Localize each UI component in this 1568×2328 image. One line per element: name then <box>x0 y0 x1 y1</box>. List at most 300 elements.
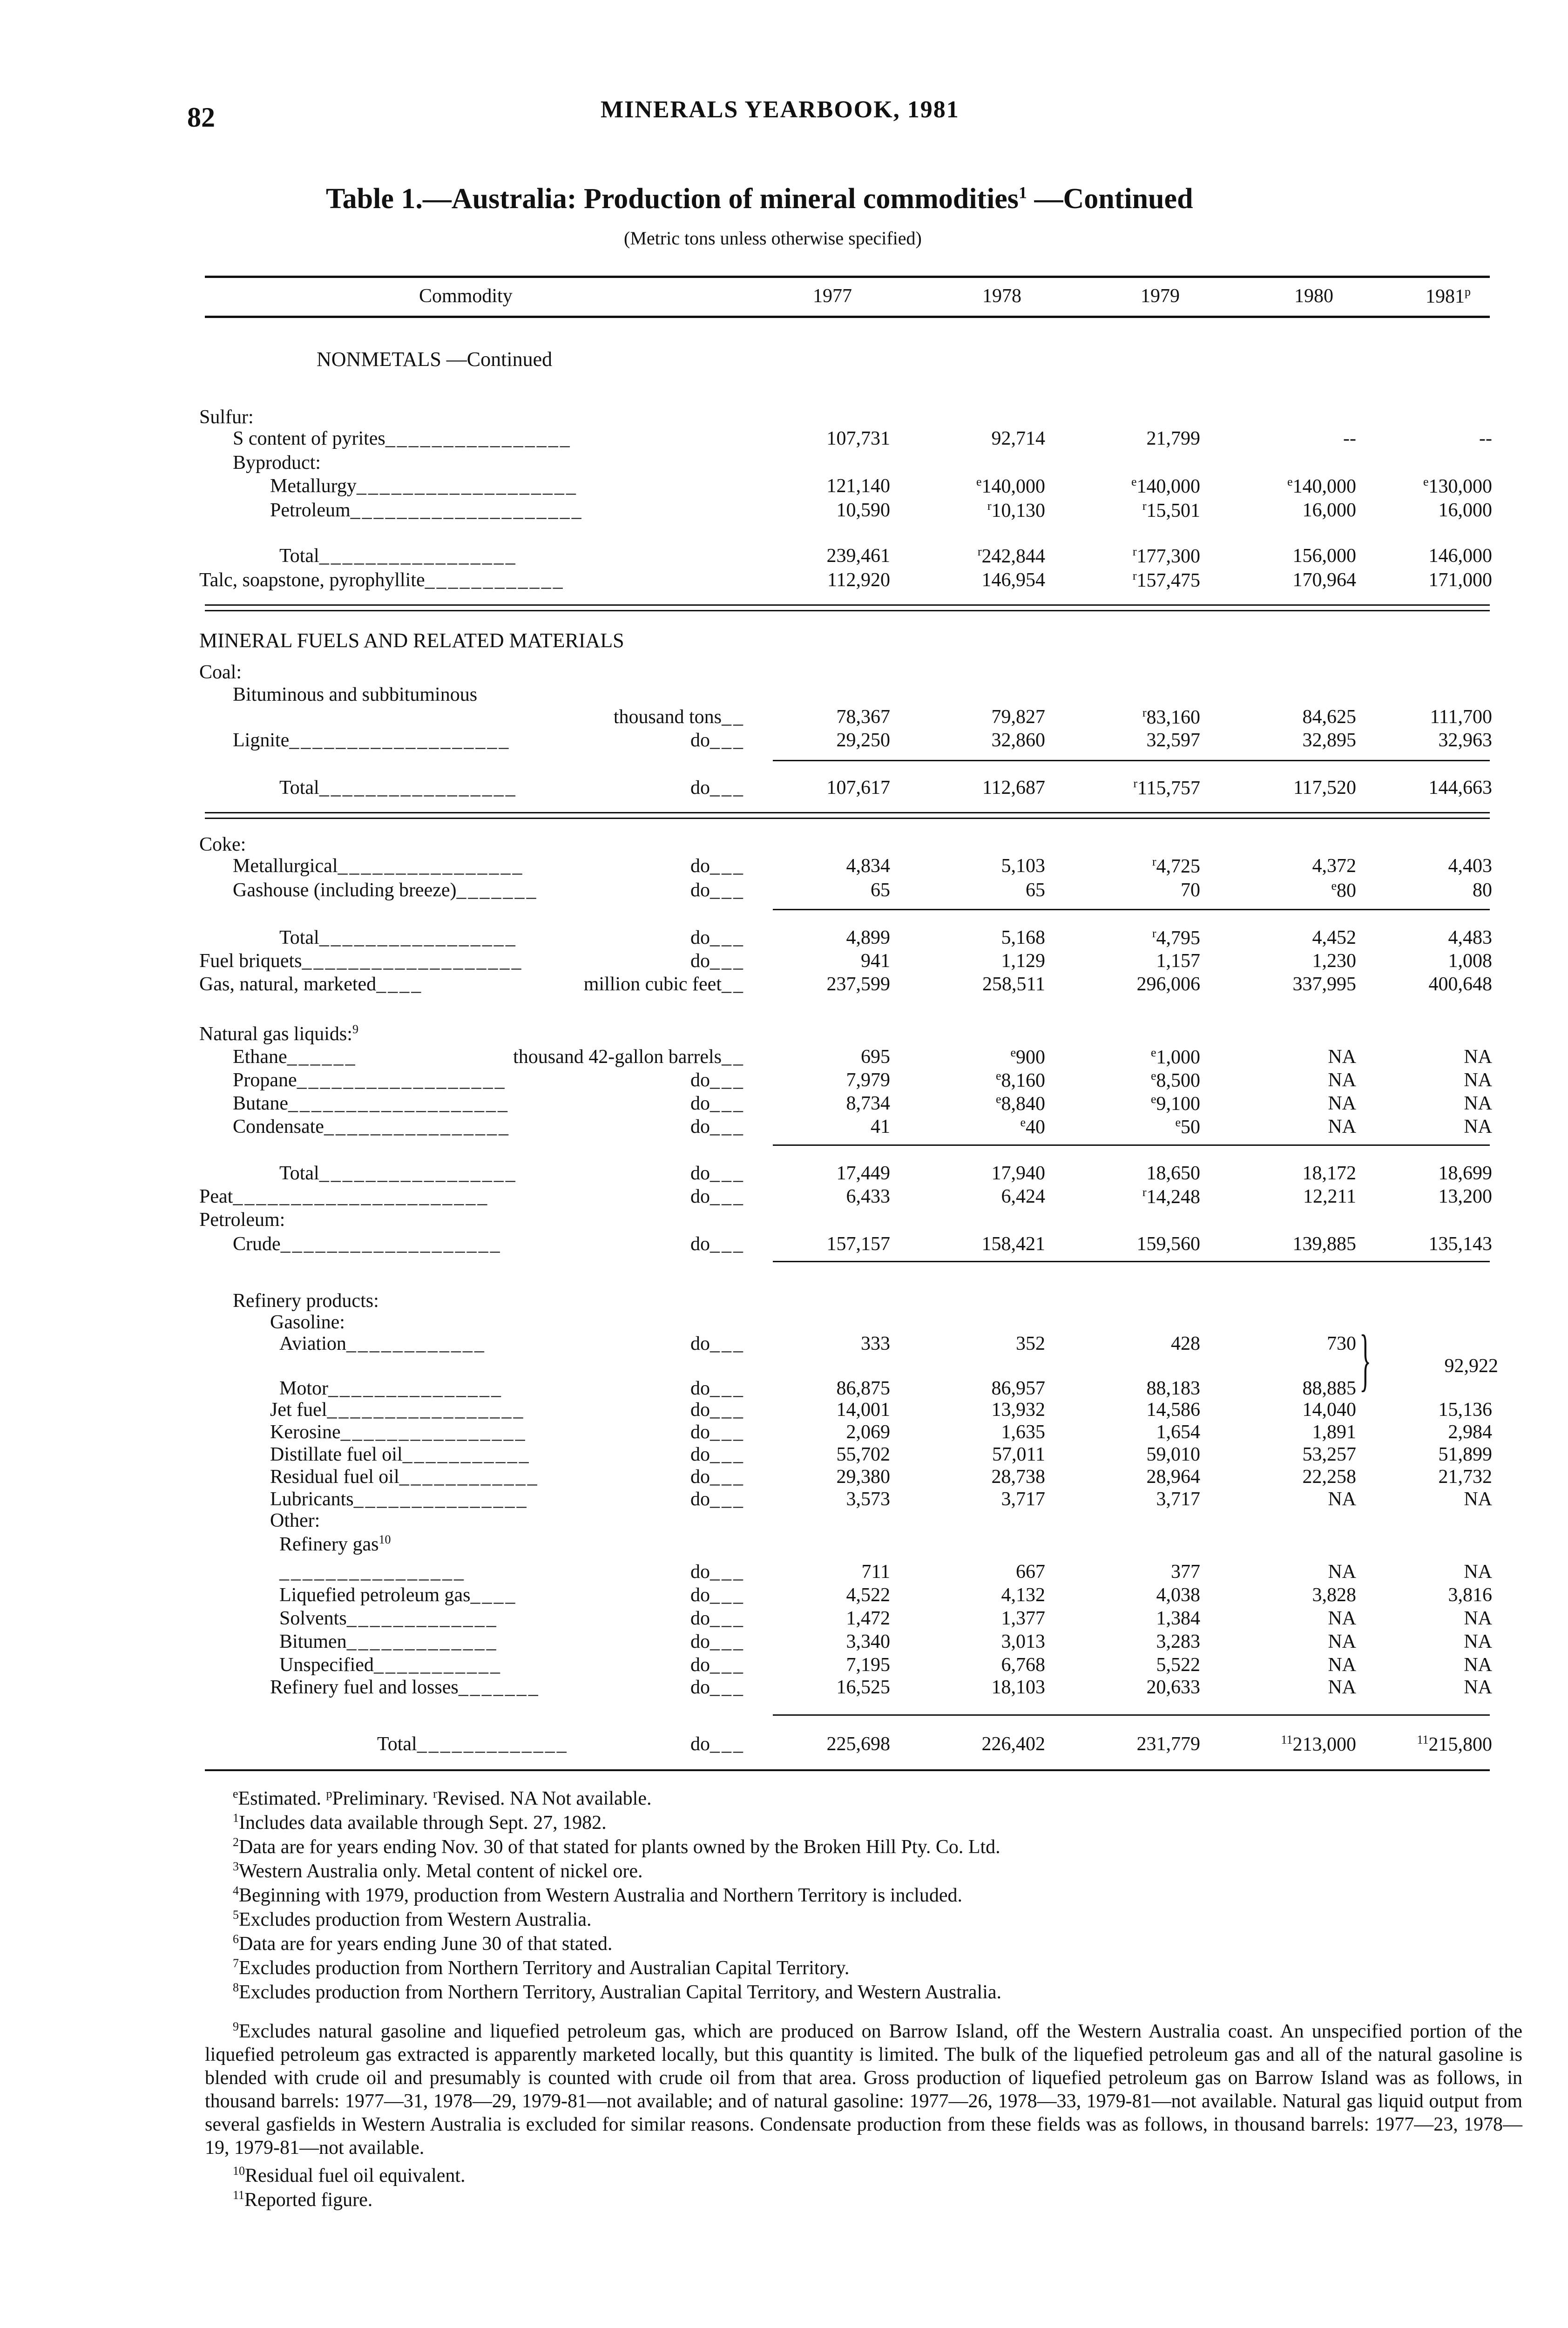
footnote-line <box>233 1811 607 1834</box>
leader-dots: _______________ <box>353 1489 528 1510</box>
value-text: 2,069 <box>846 1421 890 1443</box>
row-label-text: Condensate <box>233 1116 324 1137</box>
value-text: NA <box>1328 1489 1356 1510</box>
row-value <box>906 475 1045 498</box>
row-value <box>1061 1233 1200 1255</box>
leader-dots: _______ <box>456 880 538 901</box>
footnote-text: Includes data available through Sept. 27, 1982. <box>239 1812 607 1834</box>
row-value <box>1217 1488 1356 1510</box>
row-value <box>1061 1162 1200 1184</box>
row-unit <box>690 729 745 751</box>
row-label <box>233 452 321 474</box>
value-text: 21,799 <box>1146 428 1200 449</box>
row-unit <box>690 1185 745 1208</box>
row-label <box>270 1311 345 1333</box>
value-text: 8,500 <box>1156 1070 1200 1091</box>
row-value <box>1352 1443 1492 1466</box>
value-text: 14,248 <box>1146 1186 1200 1208</box>
value-text: 65 <box>1026 880 1045 901</box>
leader-dots: __ <box>722 974 745 995</box>
footnote-line <box>233 1835 1000 1858</box>
value-text: 3,573 <box>846 1489 890 1510</box>
value-text: NA <box>1464 1677 1492 1698</box>
row-value <box>1217 1046 1356 1068</box>
row-label-text: Metallurgical <box>233 855 338 877</box>
row-value <box>1217 499 1356 521</box>
leader-dots: ___ <box>710 855 745 877</box>
value-text: 1,891 <box>1312 1421 1356 1443</box>
row-value <box>906 1116 1045 1138</box>
value-text: 158,421 <box>981 1233 1045 1255</box>
row-unit-text: do <box>690 950 710 972</box>
value-text: 51,899 <box>1438 1444 1492 1465</box>
value-text: NA <box>1464 1561 1492 1583</box>
row-label <box>279 1162 517 1184</box>
row-value <box>1061 1046 1200 1069</box>
footnote-mark: 2 <box>233 1835 239 1849</box>
value-text: 9,100 <box>1156 1093 1200 1115</box>
row-value <box>1061 927 1200 949</box>
row-label <box>199 406 254 428</box>
row-value <box>1217 1421 1356 1443</box>
row-unit-text: do <box>690 1116 710 1137</box>
row-label-text: Petroleum: <box>199 1209 285 1231</box>
row-value <box>1061 1092 1200 1115</box>
footnote-line <box>233 1932 612 1955</box>
value-text: 16,000 <box>1438 500 1492 521</box>
value-annotation-mark: r <box>1152 927 1156 940</box>
leader-dots: ___ <box>710 880 745 901</box>
value-text: 16,000 <box>1302 500 1356 521</box>
value-text: 337,995 <box>1292 974 1356 995</box>
value-annotation-mark: 11 <box>1417 1733 1429 1746</box>
row-label-text: Total <box>279 1163 319 1184</box>
row-value <box>1061 1488 1200 1510</box>
row-value <box>1352 1676 1492 1699</box>
row-unit-text: do <box>690 1561 710 1583</box>
value-text: 32,597 <box>1146 730 1200 751</box>
row-label-text: Bitumen <box>279 1631 347 1652</box>
row-label-text: Lignite <box>233 730 290 751</box>
value-text: 8,734 <box>846 1093 890 1114</box>
value-text: 92,714 <box>991 428 1045 449</box>
value-text: NA <box>1328 1677 1356 1698</box>
value-text: NA <box>1328 1608 1356 1629</box>
value-text: 65 <box>871 880 890 901</box>
row-unit <box>690 1561 745 1583</box>
table-title-suffix: —Continued <box>1027 183 1193 215</box>
row-value <box>1217 950 1356 972</box>
value-text: 13,200 <box>1438 1186 1492 1207</box>
footnote-9 <box>205 2015 1522 2159</box>
row-value <box>750 927 890 949</box>
value-text: 239,461 <box>826 545 890 567</box>
footnote-text: Excludes production from Northern Territory, Australian Capital Territory, and Western Australia. <box>239 1982 1002 2003</box>
leader-dots: _________________ <box>319 545 517 567</box>
leader-dots: ___ <box>710 1116 745 1137</box>
row-value <box>1061 1584 1200 1606</box>
value-text: 14,001 <box>836 1399 890 1421</box>
row-value <box>1352 1654 1492 1676</box>
row-label-text: Unspecified <box>279 1654 374 1676</box>
leader-dots: ___ <box>710 1333 745 1354</box>
row-label <box>233 1069 507 1091</box>
value-text: 900 <box>1016 1047 1045 1068</box>
row-value <box>1352 1607 1492 1630</box>
row-label-text: Distillate fuel oil <box>270 1444 403 1465</box>
row-value <box>1061 729 1200 751</box>
leader-dots: ___ <box>710 1399 745 1421</box>
row-label <box>233 729 510 751</box>
row-value <box>750 1561 890 1583</box>
row-unit-text: do <box>690 1163 710 1184</box>
row-unit-text: do <box>690 927 710 948</box>
value-text: 4,899 <box>846 927 890 948</box>
row-unit-text: thousand tons <box>613 706 722 728</box>
row-label <box>233 879 538 901</box>
row-value <box>906 1584 1045 1606</box>
row-unit-text: do <box>690 1233 710 1255</box>
footnote-mark: 10 <box>233 2164 245 2178</box>
value-annotation-mark: 11 <box>1281 1733 1293 1746</box>
section-rule <box>205 818 1490 819</box>
value-text: 32,963 <box>1438 730 1492 751</box>
leader-dots: ___________________ <box>288 1093 509 1114</box>
value-text: 140,000 <box>1136 476 1200 497</box>
row-value <box>906 879 1045 901</box>
row-value <box>750 1676 890 1699</box>
row-unit-text: do <box>690 1444 710 1465</box>
row-value <box>1352 1421 1492 1443</box>
row-value <box>906 855 1045 877</box>
row-value <box>1352 475 1492 498</box>
value-text: 4,522 <box>846 1584 890 1606</box>
value-text: 237,599 <box>826 974 890 995</box>
value-text: 18,699 <box>1438 1163 1492 1184</box>
footnote-line <box>233 1860 642 1882</box>
leader-dots: ____________________ <box>350 500 583 521</box>
value-text: 1,472 <box>846 1608 890 1629</box>
value-text: 226,402 <box>981 1733 1045 1755</box>
row-unit-text: do <box>690 855 710 877</box>
row-value <box>1217 1116 1356 1138</box>
row-label-text: Liquefied petroleum gas <box>279 1584 471 1606</box>
value-text: 3,340 <box>846 1631 890 1652</box>
row-value <box>750 1584 890 1606</box>
value-text: 5,522 <box>1156 1654 1200 1676</box>
value-text: 80 <box>1473 880 1492 901</box>
row-value <box>1061 1631 1200 1653</box>
value-text: 2,984 <box>1448 1421 1492 1443</box>
value-text: 3,717 <box>1001 1489 1045 1510</box>
value-text: 8,160 <box>1001 1070 1045 1091</box>
leader-dots: ___ <box>710 1093 745 1114</box>
value-text: 941 <box>861 950 890 972</box>
value-text: 6,424 <box>1001 1186 1045 1207</box>
running-head: MINERALS YEARBOOK, 1981 <box>601 96 960 123</box>
row-value <box>1352 1399 1492 1421</box>
row-value <box>1217 569 1356 591</box>
value-text: 7,979 <box>846 1069 890 1091</box>
table-title-text: Table 1.—Australia: Production of mineral commodities <box>326 183 1019 215</box>
row-value <box>906 777 1045 799</box>
leader-dots: _________________ <box>327 1399 525 1421</box>
subtotal-rule-crude <box>773 1261 1490 1262</box>
row-value <box>750 427 890 450</box>
row-unit <box>690 1116 745 1138</box>
value-text: NA <box>1464 1631 1492 1652</box>
row-value <box>750 1421 890 1443</box>
row-value <box>1217 1185 1356 1208</box>
leader-dots: ___________________ <box>289 730 511 751</box>
value-text: 296,006 <box>1136 974 1200 995</box>
value-text: 18,650 <box>1146 1163 1200 1184</box>
leader-dots: ___ <box>710 1233 745 1255</box>
value-annotation-mark: e <box>1010 1046 1016 1059</box>
row-value <box>1061 1116 1200 1138</box>
value-text: 333 <box>861 1333 890 1354</box>
value-text: 4,132 <box>1001 1584 1045 1606</box>
leader-dots: _______________ <box>328 1378 503 1399</box>
leader-dots: ___ <box>710 1444 745 1465</box>
value-text: 6,433 <box>846 1186 890 1207</box>
row-label <box>279 545 517 567</box>
row-value <box>750 855 890 877</box>
footnote-text: Residual fuel oil equivalent. <box>245 2165 466 2186</box>
value-text: 13,932 <box>991 1399 1045 1421</box>
row-value <box>906 427 1045 450</box>
value-text: 146,000 <box>1428 545 1492 567</box>
value-text: NA <box>1328 1654 1356 1676</box>
value-text: 4,038 <box>1156 1584 1200 1606</box>
row-value <box>906 1046 1045 1069</box>
value-text: 1,129 <box>1001 950 1045 972</box>
row-value <box>1061 1333 1200 1355</box>
row-label <box>270 499 583 521</box>
row-value <box>1061 545 1200 568</box>
row-unit <box>690 777 745 799</box>
value-text: 115,757 <box>1137 778 1200 799</box>
row-unit-text: do <box>690 1186 710 1207</box>
value-text: 159,560 <box>1136 1233 1200 1255</box>
row-unit-text: do <box>690 1489 710 1510</box>
row-label <box>279 1607 498 1630</box>
row-label-text: Refinery fuel and losses <box>270 1677 459 1698</box>
row-value <box>750 1466 890 1488</box>
value-text: 130,000 <box>1428 476 1492 497</box>
row-label <box>233 1290 379 1312</box>
gasoline-brace: } <box>1359 1321 1372 1398</box>
row-value <box>906 1421 1045 1443</box>
row-value <box>1352 1584 1492 1606</box>
value-text: 1,000 <box>1156 1047 1200 1068</box>
row-value <box>750 1069 890 1091</box>
row-value <box>1217 973 1356 995</box>
row-label-text: Petroleum <box>270 500 351 521</box>
row-value <box>750 475 890 497</box>
row-unit <box>690 1162 745 1184</box>
row-unit <box>690 1333 745 1355</box>
footnote-mark: 3 <box>233 1860 239 1873</box>
value-text: 3,717 <box>1156 1489 1200 1510</box>
leader-dots: ______________________ <box>233 1186 489 1207</box>
value-text: 157,475 <box>1136 570 1200 591</box>
leader-dots: ______ <box>287 1046 357 1068</box>
row-value <box>1061 1676 1200 1699</box>
footnote-mark: r <box>433 1787 437 1800</box>
value-text: 112,687 <box>982 777 1045 799</box>
row-value <box>1217 706 1356 728</box>
row-value <box>906 1233 1045 1255</box>
value-text: 28,964 <box>1146 1466 1200 1488</box>
row-unit-text: million cubic feet <box>583 974 722 995</box>
subtotal-rule-coal <box>773 760 1490 761</box>
value-text: NA <box>1328 1116 1356 1137</box>
row-label-text: Gas, natural, marketed <box>199 974 377 995</box>
row-value <box>1217 1233 1356 1255</box>
row-value <box>750 950 890 972</box>
row-label-text: Fuel briquets <box>199 950 302 972</box>
row-label <box>279 777 517 799</box>
section-heading-nonmetals: NONMETALS —Continued <box>317 348 553 371</box>
value-text: 41 <box>871 1116 890 1137</box>
row-unit <box>690 1421 745 1443</box>
value-text: 17,449 <box>836 1163 890 1184</box>
row-value <box>1061 1443 1200 1466</box>
row-value <box>1061 777 1200 799</box>
row-label-text: Talc, soapstone, pyrophyllite <box>199 569 425 591</box>
row-label-text: Total <box>279 545 319 567</box>
leader-dots: ___ <box>710 1561 745 1583</box>
footnote-line <box>233 2164 466 2187</box>
value-text: 6,768 <box>1001 1654 1045 1676</box>
leader-dots: ___ <box>710 1186 745 1207</box>
row-unit <box>513 1046 745 1068</box>
value-text: 4,834 <box>846 855 890 877</box>
value-text: 4,795 <box>1156 927 1200 949</box>
footnote-text: Preliminary. <box>332 1788 433 1809</box>
leader-dots: _______ <box>458 1677 540 1698</box>
footnote-text: Reported figure. <box>244 2189 373 2211</box>
row-value <box>1352 545 1492 567</box>
row-value <box>750 1443 890 1466</box>
row-value <box>1217 1399 1356 1421</box>
row-value <box>906 1162 1045 1184</box>
row-label <box>199 569 565 591</box>
value-annotation-mark: e <box>1131 475 1137 488</box>
value-text: 32,895 <box>1302 730 1356 751</box>
row-label-text: Coke: <box>199 834 246 855</box>
leader-dots: ___ <box>710 927 745 948</box>
row-value <box>750 777 890 799</box>
value-text: 107,617 <box>826 777 890 799</box>
row-label <box>199 661 242 684</box>
footnote-mark: p <box>326 1787 332 1800</box>
row-unit <box>690 1443 745 1466</box>
leader-dots: ____________ <box>425 569 565 591</box>
column-header-1980: 1980 <box>1294 285 1333 307</box>
value-text: 22,258 <box>1302 1466 1356 1488</box>
value-text: 53,257 <box>1302 1444 1356 1465</box>
header-bottom-rule <box>205 316 1490 318</box>
leader-dots: ___ <box>710 777 745 799</box>
leader-dots: ___________________ <box>280 1233 502 1255</box>
value-text: 3,828 <box>1312 1584 1356 1606</box>
leader-dots: ___ <box>710 1654 745 1676</box>
row-value <box>906 927 1045 949</box>
value-text: 16,525 <box>836 1677 890 1698</box>
value-text: 3,283 <box>1156 1631 1200 1652</box>
row-label-text: Coal: <box>199 662 242 683</box>
row-value <box>906 1561 1045 1583</box>
row-unit-text: do <box>690 1466 710 1488</box>
footnote-9-text: Excludes natural gasoline and liquefied petroleum gas, which are produced on Barrow Island, off the Western Australia coast. An unspecified portion of the liquefied petroleum gas extracted is apparently marketed locally, but this quantity is limited. The bulk of the liquefied petroleum gas and all of the natural gasoline is blended with crude oil and presumably is counted with crude oil from that area. Gross production of liquefied petroleum gas on Barrow Island was as follows, in thousand barrels: 1977—31, 1978—29, 1979-81—not available; and of natural gasoline: 1977—26, 1978—33, 1979-81—not available. Natural gas liquid output from several gasfields in Western Australia is excluded for similar reasons. Condensate production from these fields was as follows, in thousand barrels: 1977—23, 1978—19, 1979-81—not available. <box>205 2021 1522 2159</box>
row-value <box>1352 1069 1492 1091</box>
value-text: 140,000 <box>981 476 1045 497</box>
row-value <box>906 1377 1045 1400</box>
leader-dots: _________________ <box>319 777 517 799</box>
value-text: 4,452 <box>1312 927 1356 948</box>
footnote-text: Beginning with 1979, production from Western Australia and Northern Territory is included. <box>239 1885 962 1906</box>
leader-dots: ___ <box>710 1584 745 1606</box>
leader-dots: _____________ <box>417 1733 568 1755</box>
value-text: 4,483 <box>1448 927 1492 948</box>
row-value <box>1352 1233 1492 1255</box>
value-text: 84,625 <box>1302 706 1356 728</box>
row-value <box>1217 545 1356 567</box>
row-label-footnote-mark: 9 <box>352 1022 358 1036</box>
row-unit-text: do <box>690 777 710 799</box>
value-text: 8,840 <box>1001 1093 1045 1115</box>
row-label <box>233 1233 502 1255</box>
row-label <box>270 1421 527 1443</box>
row-value <box>1061 950 1200 972</box>
value-text: 15,136 <box>1438 1399 1492 1421</box>
row-value <box>906 1654 1045 1676</box>
row-value <box>1217 879 1356 902</box>
footnote-mark: 1 <box>233 1811 239 1825</box>
row-label-text: Refinery products: <box>233 1290 379 1312</box>
leader-dots: ___________ <box>373 1654 502 1676</box>
row-value <box>1061 879 1200 901</box>
value-text: 177,300 <box>1136 546 1200 567</box>
value-text: 55,702 <box>836 1444 890 1465</box>
leader-dots: ___ <box>710 1378 745 1399</box>
value-annotation-mark: e <box>1423 475 1429 488</box>
value-annotation-mark: e <box>1175 1116 1181 1129</box>
row-value <box>1352 855 1492 877</box>
value-text: 7,195 <box>846 1654 890 1676</box>
row-value <box>1217 1607 1356 1630</box>
value-text: 4,403 <box>1448 855 1492 877</box>
row-label <box>270 475 578 497</box>
row-value <box>1217 1733 1356 1756</box>
row-unit <box>690 879 745 901</box>
column-header-1981-year: 1981 <box>1426 286 1465 307</box>
footnote-text: Data are for years ending Nov. 30 of that stated for plants owned by the Broken Hill Pty. Co. Ltd. <box>239 1836 1000 1858</box>
row-value <box>750 1399 890 1421</box>
value-text: 1,377 <box>1001 1608 1045 1629</box>
leader-dots: ________________ <box>340 1421 527 1443</box>
row-label <box>270 1676 540 1699</box>
column-header-1979: 1979 <box>1141 285 1180 307</box>
row-label-text: Motor <box>279 1378 328 1399</box>
row-label-text: Aviation <box>279 1333 346 1354</box>
value-annotation-mark: e <box>1150 1069 1156 1083</box>
row-label <box>279 1377 503 1400</box>
value-text: NA <box>1464 1608 1492 1629</box>
row-unit <box>690 927 745 949</box>
